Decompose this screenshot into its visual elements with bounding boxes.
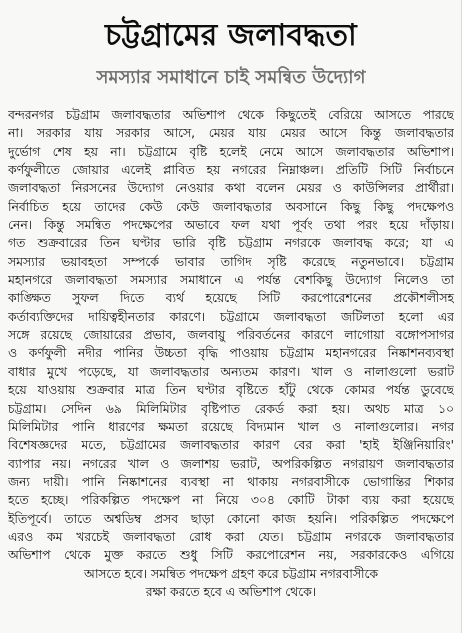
article-line: কর্তাব্যক্তিদের দায়িত্বহীনতার কারণে। চট্টগ্রামে জলাবদ্ধতা জটিলতা হলো এর: [8, 309, 454, 324]
headline: চট্টগ্রামের জলাবদ্ধতা: [105, 18, 357, 53]
article-line: দুর্ভোগ শেষ হয় না। চট্টগ্রামে বৃষ্টি হলেই নেমে আসে জলাবদ্ধতার অভিশাপ।: [8, 144, 454, 159]
article-line: কাঙ্ক্ষিত সুফল দিতে ব্যর্থ হয়েছে সিটি করপোরেশনের প্রকৌশলীসহ: [8, 291, 454, 306]
article-line: সঙ্গে রয়েছে জোয়ারের প্রভাব, জলবায়ু পরিবর্তনের কারণে লাগোয়া বঙ্গোপসাগর: [8, 328, 454, 343]
article-line: না। সরকার যায় সরকার আসে, মেয়র যায় মেয়র আসে কিন্তু জলাবদ্ধতার: [8, 126, 454, 141]
article-line: বন্দরনগর চট্টগ্রাম জলাবদ্ধতার অভিশাপ থেকে কিছুতেই বেরিয়ে আসতে পারছে: [8, 108, 454, 122]
article-line: রক্ষা করতে হবে এ অভিশাপ থেকে।: [145, 584, 317, 599]
article-line: ও কর্ণফুলী নদীর পানির উচ্চতা বৃদ্ধি পাওয়ায় চট্টগ্রাম মহানগরের নিষ্কাশনব্যবস্থা: [8, 346, 454, 361]
article-line: এরও কম খরচেই জলাবদ্ধতা রোধ করা যেত। চট্টগ্রাম নগরকে জলাবদ্ধতার: [8, 529, 454, 544]
article-line: জন্য দায়ী। পানি নিষ্কাশনের ব্যবস্থা না থাকায় নগরবাসীকে ভোগান্তির শিকার: [8, 474, 454, 489]
article-line: জলাবদ্ধতা নিরসনের উদ্যোগ নেওয়ার কথা বলেন মেয়র ও কাউন্সিলর প্রার্থীরা।: [8, 181, 454, 196]
article-line: চট্টগ্রাম। সেদিন ৬৯ মিলিমিটার বৃষ্টিপাত রেকর্ড করা হয়। অথচ মাত্র ১০: [8, 401, 454, 416]
article-line: অভিশাপ থেকে মুক্ত করতে শুধু সিটি করপোরেশন নয়, সরকারকেও এগিয়ে: [8, 548, 454, 563]
article-line: নেন। কিন্তু সমন্বিত পদক্ষেপের অভাবে ফল যথা পূর্বং তথা পরং হয়ে দাঁড়ায়।: [8, 218, 454, 233]
article-line: সমস্যার ভয়াবহতা সম্পর্কে ভাবার তাগিদ সৃষ্টি করেছে নতুনভাবে। চট্টগ্রাম: [8, 254, 454, 269]
article-line: কর্ণফুলীতে জোয়ার এলেই প্লাবিত হয় নগরের নিম্নাঞ্চল। প্রতিটি সিটি নির্বাচনে: [8, 163, 454, 178]
subheadline: সমস্যার সমাধানে চাই সমন্বিত উদ্যোগ: [96, 67, 366, 88]
article-line: বিশেষজ্ঞদের মতে, চট্টগ্রামের জলাবদ্ধতার কারণ বের করা 'হাই ইঞ্জিনিয়ারিং': [8, 438, 454, 453]
article-line: মিলিমিটার পানি ধারণের ক্ষমতা রয়েছে বিদ্যমান খাল ও নালাগুলোর। নগর: [8, 419, 454, 434]
article-line: আসতে হবে। সমন্বিত পদক্ষেপ গ্রহণ করে চট্টগ্রাম নগরবাসীকে: [83, 566, 379, 581]
article-line: গত শুক্রবারের তিন ঘণ্টার ভারি বৃষ্টি চট্টগ্রাম নগরকে জলাবদ্ধ করে; যা এ: [8, 236, 454, 251]
article-body: [8, 106, 454, 626]
article-line: ইতিপূর্বে। তাতে অশ্বডিম্ব প্রসব ছাড়া কোনো কাজ হয়নি। পরিকল্পিত পদক্ষেপে: [8, 511, 454, 526]
article-line: ব্যাপার নয়। নগরের খাল ও জলাশয় ভরাট, অপরিকল্পিত নগরায়ণ জলাবদ্ধতার: [8, 456, 454, 471]
article-line: নির্বাচিত হয়ে তাদের কেউ কেউ জলাবদ্ধতার অবসানে কিছু কিছু পদক্ষেপও: [8, 199, 454, 214]
article-line: মহানগরে জলাবদ্ধতা সমস্যার সমাধানে এ পর্যন্ত বেশকিছু উদ্যোগ নিলেও তা: [8, 273, 454, 288]
article-line: বাধার মুখে পড়েছে, যা জলাবদ্ধতার অন্যতম কারণ। খাল ও নালাগুলো ভরাট: [8, 364, 454, 379]
article-line: হতে হচ্ছে। পরিকল্পিত পদক্ষেপ না নিয়ে ৩০৪ কোটি টাকা ব্যয় করা হয়েছে: [8, 493, 454, 508]
article-line: হয়ে যাওয়ায় শুক্রবার মাত্র তিন ঘণ্টার বৃষ্টিতে হাঁটু থেকে কোমর পর্যন্ত ডুবেছে: [8, 383, 454, 398]
